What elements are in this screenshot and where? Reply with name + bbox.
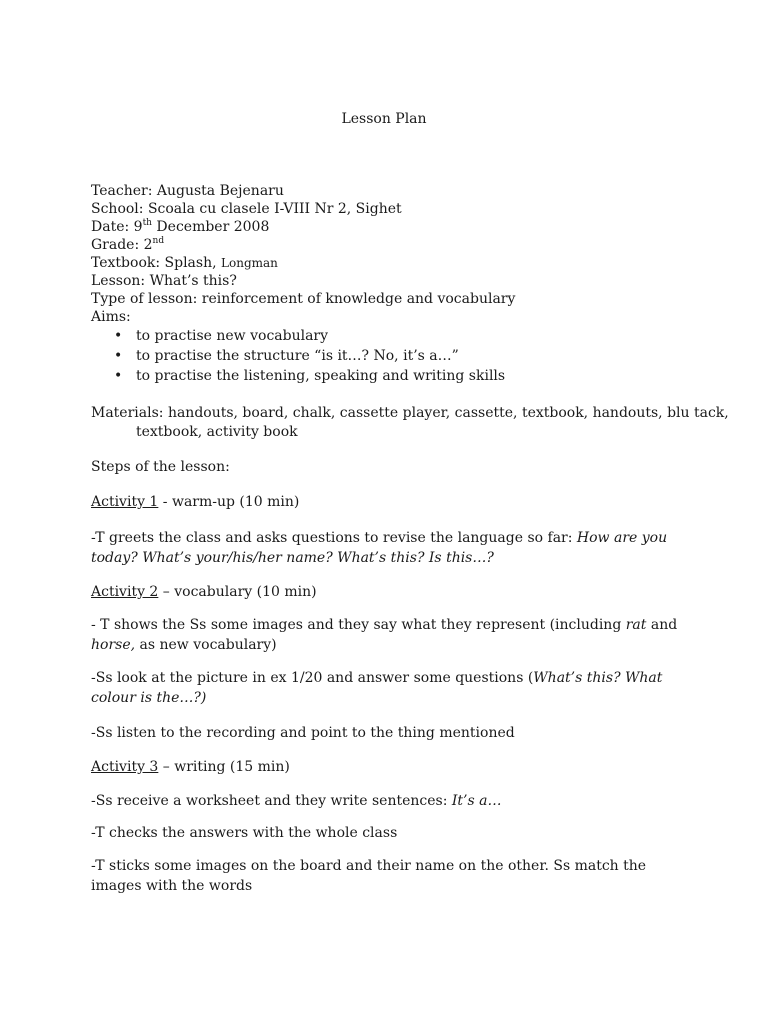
teacher-line: Teacher: Augusta Bejenaru <box>91 183 284 199</box>
grade-line <box>91 236 164 254</box>
grade-superscript: nd <box>152 236 165 246</box>
activity-2-p2-questions: What’s this? What colour is the…?) <box>91 670 663 706</box>
bullet-icon: • <box>114 368 123 384</box>
activity-3-desc: – writing (15 min) <box>158 759 290 775</box>
activity-1-text: -T greets the class and asks questions to revise the language so far: <box>91 530 577 546</box>
aim-item: to practise the structure “is it…? No, it’s a…” <box>136 348 459 364</box>
activity-2-heading <box>91 583 317 601</box>
activity-3-text: -Ss receive a worksheet and they write sentences: <box>91 793 452 809</box>
word-and: and <box>646 617 678 633</box>
bullet-icon: • <box>114 328 123 344</box>
word-rat: rat <box>625 617 647 633</box>
date-rest: December 2008 <box>151 219 270 235</box>
activity-2-paragraph-2 <box>91 668 691 708</box>
page-title: Lesson Plan <box>341 111 427 127</box>
activity-1-label: Activity 1 <box>91 494 159 510</box>
aim-item: to practise the listening, speaking and writing skills <box>136 368 506 384</box>
activity-3-label: Activity 3 <box>91 759 159 775</box>
activity-2-text-end: as new vocabulary) <box>135 637 277 653</box>
lesson-line: Lesson: What’s this? <box>91 273 237 289</box>
activity-2-p2-text: -Ss look at the picture in ex 1/20 and answer some questions ( <box>91 670 534 686</box>
materials-line-2: textbook, activity book <box>136 424 298 440</box>
school-line: School: Scoala cu clasele I-VIII Nr 2, Sighet <box>91 201 402 217</box>
materials-line-1: Materials: handouts, board, chalk, cassette player, cassette, textbook, handouts, blu tack, <box>91 405 729 421</box>
word-horse: horse, <box>91 637 136 653</box>
date-line <box>91 218 269 236</box>
textbook-prefix: Textbook: Splash, <box>91 255 222 271</box>
activity-1-desc: - warm-up (10 min) <box>158 494 300 510</box>
textbook-publisher: Longman <box>221 256 278 270</box>
activity-2-paragraph-3: -Ss listen to the recording and point to the thing mentioned <box>91 725 515 741</box>
textbook-line <box>91 254 278 272</box>
activity-2-desc: – vocabulary (10 min) <box>158 584 317 600</box>
activity-1-paragraph <box>91 528 691 568</box>
activity-3-sentence: It’s a… <box>451 793 502 809</box>
bullet-icon: • <box>114 348 123 364</box>
date-superscript: th <box>142 218 152 228</box>
activity-1-heading <box>91 493 299 511</box>
activity-3-paragraph-3: -T sticks some images on the board and their name on the other. Ss match the images with the words <box>91 858 647 894</box>
activity-1-questions: How are you today? What’s your/his/her name? What’s this? Is this…? <box>91 530 668 566</box>
activity-2-label: Activity 2 <box>91 584 159 600</box>
aims-label: Aims: <box>91 309 131 325</box>
date-prefix: Date: 9 <box>91 219 143 235</box>
activity-3-heading <box>91 758 290 776</box>
steps-heading: Steps of the lesson: <box>91 459 230 475</box>
grade-prefix: Grade: 2 <box>91 237 153 253</box>
activity-3-paragraph-1 <box>91 792 501 810</box>
aim-item: to practise new vocabulary <box>136 328 329 344</box>
activity-2-text: - T shows the Ss some images and they say what they represent (including <box>91 617 626 633</box>
activity-3-paragraph-2: -T checks the answers with the whole class <box>91 825 398 841</box>
lesson-type-line: Type of lesson: reinforcement of knowledge and vocabulary <box>91 291 516 307</box>
activity-2-paragraph-1 <box>91 615 691 655</box>
